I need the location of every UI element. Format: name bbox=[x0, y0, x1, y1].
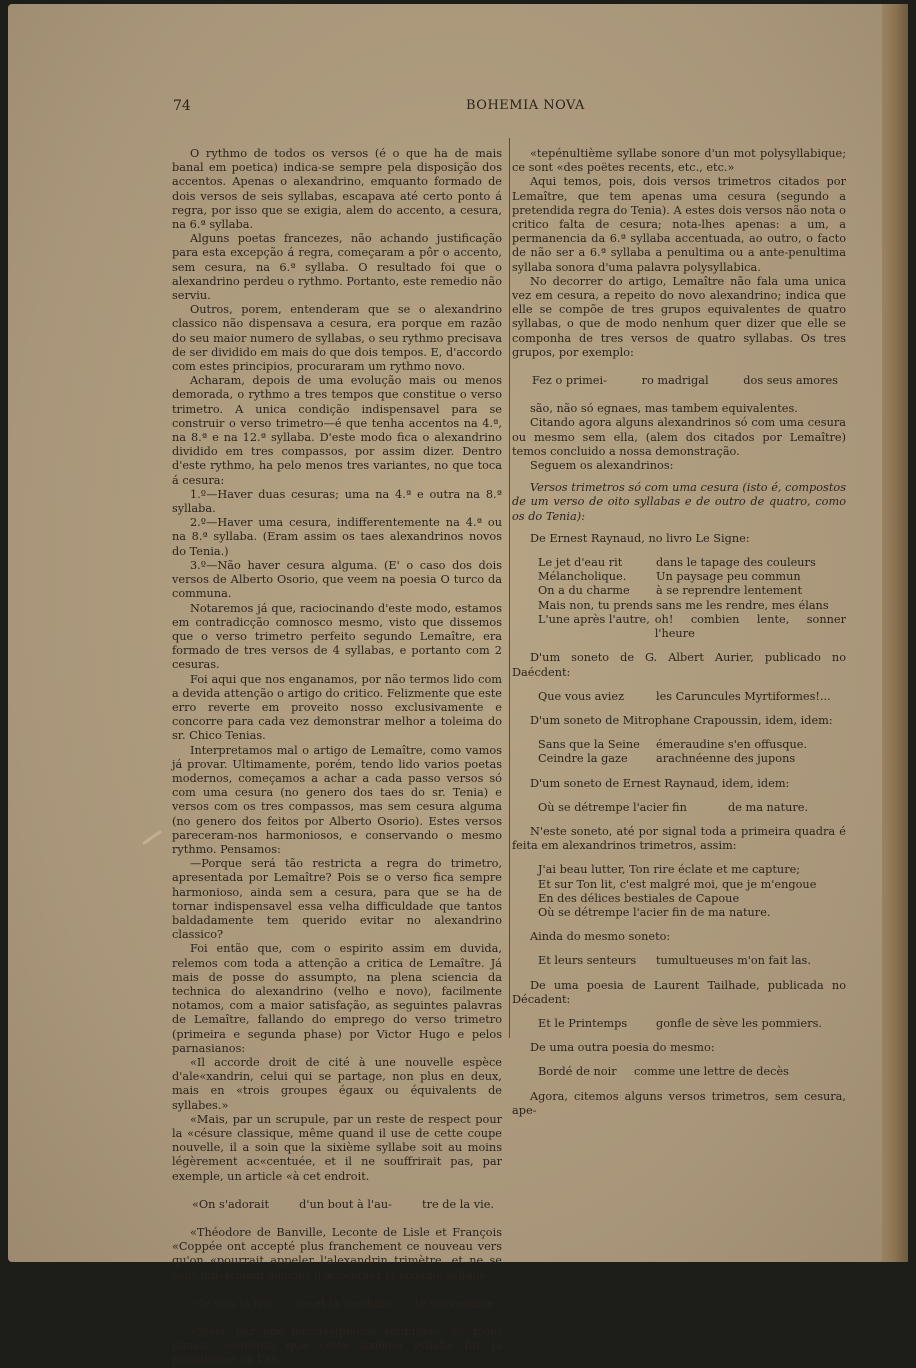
verse-row: Mais non, tu prends sans me les rendre, mes élans bbox=[538, 598, 829, 612]
paragraph: Acharam, depois de uma evolução mais ou menos demorada, o rythmo a tres tempos que constitue o verso trimetro. A unica condição indispensavel para se construir o verso trimetro—é que tenha accentos na 4.ª, na 8.ª e na 12.ª syllaba. D'este modo fica o alexandrino dividido em tres compassos, por assim dizer. Dentro d'este rythmo, ha pelo menos tres variantes, no que toca á cesura: bbox=[172, 374, 502, 487]
verse-part: ro madrigal bbox=[641, 374, 709, 388]
paragraph: 2.º—Haver uma cesura, indifferentemente na 4.ª ou na 8.ª syllaba. (Eram assim os taes alexandrinos novos do Tenia.) bbox=[172, 516, 502, 558]
verse-row: Mélancholique. Un paysage peu commun bbox=[538, 570, 801, 584]
verse-row: Où se détrempe l'acier fin de ma nature. bbox=[538, 800, 809, 814]
ink-mark bbox=[142, 830, 162, 845]
source-line: D'um soneto de Mitrophane Crapoussin, idem, idem: bbox=[530, 713, 833, 727]
paragraph: Interpretamos mal o artigo de Lemaître, como vamos já provar. Ultimamente, porém, tendo lido varios poetas modernos, começamos a achar a cada passo versos só com uma cesura (no genero dos taes do sr. Tenia) e versos com os tres compassos, mas sem cesura alguma (no genero dos feitos por Alberto Osorio). Estes versos pareceram-nos harmoniosos, e conservando o mesmo rythmo. Pensamos: bbox=[172, 743, 502, 856]
verse-part: «On s'adorait bbox=[192, 1197, 269, 1211]
paragraph: —Porque será tão restricta a regra do trimetro, apresentada por Lemaître? Pois se o verso fica sempre harmonioso, ainda sem a cesura, para que se ha de tornar indispensavel essa velha difficuldade que tantos baldadamente tem querido evitar no alexandrino classico? bbox=[172, 857, 502, 942]
verse-row: Bordé de noir comme une lettre de decès bbox=[538, 1065, 789, 1079]
left-column bbox=[172, 147, 502, 1368]
source-line: De uma outra poesia do mesmo: bbox=[530, 1041, 715, 1055]
verse-row: Le jet d'eau rit dans le tapage des couleurs bbox=[538, 556, 816, 570]
verse-row: Et le Printemps gonfle de sève les pommiers. bbox=[538, 1016, 823, 1030]
source-line: D'um soneto de G. Albert Aurier, publicado no Daécdent: bbox=[512, 651, 846, 679]
verse-line bbox=[172, 1283, 502, 1325]
page-header bbox=[173, 98, 841, 118]
paragraph: N'este soneto, até por signal toda a primeira quadra é feita em alexandrinos trimetros, assim: bbox=[512, 824, 846, 853]
source-line: D'um soneto de Ernest Raynaud, idem, idem: bbox=[530, 776, 790, 790]
verse-part: dos seus amores bbox=[743, 374, 838, 388]
running-title: BOHEMIA NOVA bbox=[466, 98, 585, 113]
paragraph: Agora, citemos alguns versos trimetros, sem cesura, ape- bbox=[512, 1089, 846, 1117]
verse-block bbox=[538, 1017, 846, 1031]
verse-part: tre de la vie. bbox=[422, 1197, 494, 1211]
paragraph: O rythmo de todos os versos (é o que ha de mais banal em poetica) indica-se sempre pela disposição dos accentos. Apenas o alexandrino, emquanto formado de dois versos de seis syllabas, escapava até certo ponto á regra, por isso que se exigia, alem do accento, a cesura, na 6.ª syllaba. bbox=[172, 147, 502, 232]
quatrain bbox=[538, 863, 846, 920]
verse-part: d'un bout à l'au- bbox=[299, 1197, 392, 1211]
verse-row: On a du charme à se reprendre lentement bbox=[538, 584, 802, 598]
verse-row: En des délices bestiales de Capoue bbox=[538, 891, 740, 905]
page-number: 74 bbox=[173, 98, 191, 114]
verse-block bbox=[538, 801, 846, 815]
source-line: De Ernest Raynaud, no livro Le Signe: bbox=[530, 531, 750, 545]
verse-line bbox=[172, 1184, 502, 1226]
quotation: «Théodore de Banville, Leconte de Lisle et François «Coppée ont accepté plus franchement ce nouveau vers qu'on «pourrait appeler l'alexandrin trimètre, et ne se sont nul«lement souciés d'accentuer la sixième syllabe. bbox=[172, 1226, 502, 1282]
verse-row: L'une après l'autre, oh! combien lente, sonner l'heure bbox=[538, 612, 846, 641]
italic-heading: Versos trimetros só com uma cesura (isto é, compostos de um verso de oito syllabas e de outro de quatro, como os do Tenia): bbox=[512, 481, 846, 523]
verse-row: Où se détrempe l'acier fin de ma nature. bbox=[538, 905, 771, 919]
paragraph: Aqui temos, pois, dois versos trimetros citados por Lemaître, que tem apenas uma cesura (segundo a pretendida regra do Tenia). A estes dois versos não nota o critico falta de cesura; nota-lhes apenas: a um, a permanencia da 6.ª syllaba accentuada, ao outro, o facto de não ser a 6.ª syllaba a penultima ou a ante-penultima syllaba sonora d'uma palavra polysyllabica. bbox=[512, 175, 846, 274]
verse-part: de et la méchan- bbox=[296, 1296, 392, 1310]
verse-row: Et sur Ton lit, c'est malgré moi, que je m'engoue bbox=[538, 877, 817, 891]
verse-row: Ceindre la gaze arachnéenne des jupons bbox=[538, 752, 796, 766]
verse-row: J'ai beau lutter, Ton rire éclate et me capture; bbox=[538, 863, 801, 877]
paragraph: 1.º—Haver duas cesuras; uma na 4.ª e outra na 8.ª syllaba. bbox=[172, 487, 502, 516]
paragraph: Outros, porem, entenderam que se o alexandrino classico não dispensava a cesura, era porque em razão do seu maior numero de syllabas, o seu rythmo precisava de ser dividido em mais do que dois tempos. E, d'accordo com estes principios, procuraram um rythmo novo. bbox=[172, 303, 502, 374]
verse-block bbox=[538, 690, 846, 704]
right-column bbox=[512, 147, 846, 1118]
paragraph: No decorrer do artigo, Lemaître não fala uma unica vez em cesura, a repeito do novo alexandrino; indica que elle se compõe de tres grupos equivalentes de quatro syllabas, o que de modo nenhum quer dizer que elle se componha de tres versos de quatro syllabas. Os tres grupos, por exemplo: bbox=[512, 274, 846, 359]
verse-line bbox=[512, 360, 846, 402]
verse-block bbox=[538, 738, 846, 766]
quotation: «Mais, par une inconséquence singulière, ils n'ont jamais «consenti que cette sixième syllabe fut la pénultième ou l'an- bbox=[172, 1325, 502, 1367]
verse-row: Que vous aviez les Caruncules Myrtiformes!... bbox=[538, 689, 831, 703]
paragraph: são, não só egnaes, mas tambem equivalentes. bbox=[530, 402, 798, 416]
paragraph: Alguns poetas francezes, não achando justificação para esta excepção á regra, começaram a pôr o accento, sem cesura, na 6.ª syllaba. O resultado foi que o alexandrino perdeu o rythmo. Portanto, este remedio não serviu. bbox=[172, 232, 502, 303]
paragraph: Foi então que, com o espirito assim em duvida, relemos com toda a attenção a critica de Lemaître. Já mais de posse do assumpto, na plena sciencia da technica do alexandrino (velho e novo), facilmente notamos, com a maior satisfação, as seguintes palavras de Lemaître, fallando do emprego do verso trimetro (primeira e segunda phase) por Victor Hugo e pelos parnasianos: bbox=[172, 942, 502, 1055]
page-edge bbox=[882, 4, 908, 1262]
quotation: «Il accorde droit de cité à une nouvelle espèce d'ale«xandrin, celui qui se partage, non plus en deux, mais en «trois groupes égaux ou équivalents de syllabes.» bbox=[172, 1056, 502, 1112]
column-rule bbox=[509, 138, 510, 1038]
verse-row: Sans que la Seine émeraudine s'en offusque. bbox=[538, 738, 808, 752]
paragraph: Notaremos já que, raciocinando d'este modo, estamos em contradicção comnosco mesmo, visto que dissemos que o verso trimetro perfeito segundo Lemaître, era formado de tres versos de 4 syllabas, e portanto com 2 cesuras. bbox=[172, 601, 502, 672]
paragraph: «tepénultième syllabe sonore d'un mot polysyllabique; ce sont «des poëtes recents, etc., etc.» bbox=[512, 147, 846, 175]
verse-part: «Je suis la froi bbox=[192, 1296, 274, 1310]
verse-row: Et leurs senteurs tumultueuses m'on fait las. bbox=[538, 954, 811, 968]
verse-part: te souvenaine bbox=[414, 1296, 494, 1310]
source-line: De uma poesia de Laurent Tailhade, publicada no Décadent: bbox=[512, 978, 846, 1006]
verse-block bbox=[538, 1065, 846, 1079]
quotation: «Mais, par un scrupule, par un reste de respect pour la «césure classique, même quand il use de cette coupe nouvelle, il a soin que la sixième syllabe soit au moins légèrement ac«centuée, et il ne souffrirait pas, par exemple, un article «à cet endroit. bbox=[172, 1112, 502, 1183]
paragraph: 3.º—Não haver cesura alguma. (E' o caso dos dois versos de Alberto Osorio, que veem na poesia O turco da communa. bbox=[172, 558, 502, 601]
newspaper-page bbox=[8, 4, 908, 1367]
paragraph: Citando agora alguns alexandrinos só com uma cesura ou mesmo sem ella, (alem dos citados por Lemaître) temos concluido a nossa demonstração. bbox=[512, 416, 846, 458]
paragraph: Foi aqui que nos enganamos, por não termos lido com a devida attenção o artigo do critico. Felizmente que este erro reverte em proveito nosso exclusivamente e concorre para cada vez demonstrar melhor a toleima do sr. Chico Tenias. bbox=[172, 672, 502, 743]
paragraph: Seguem os alexandrinos: bbox=[530, 459, 674, 473]
source-line: Ainda do mesmo soneto: bbox=[530, 930, 671, 944]
verse-block bbox=[538, 556, 846, 641]
verse-block bbox=[538, 954, 846, 968]
verse-part: Fez o primei- bbox=[532, 374, 607, 388]
